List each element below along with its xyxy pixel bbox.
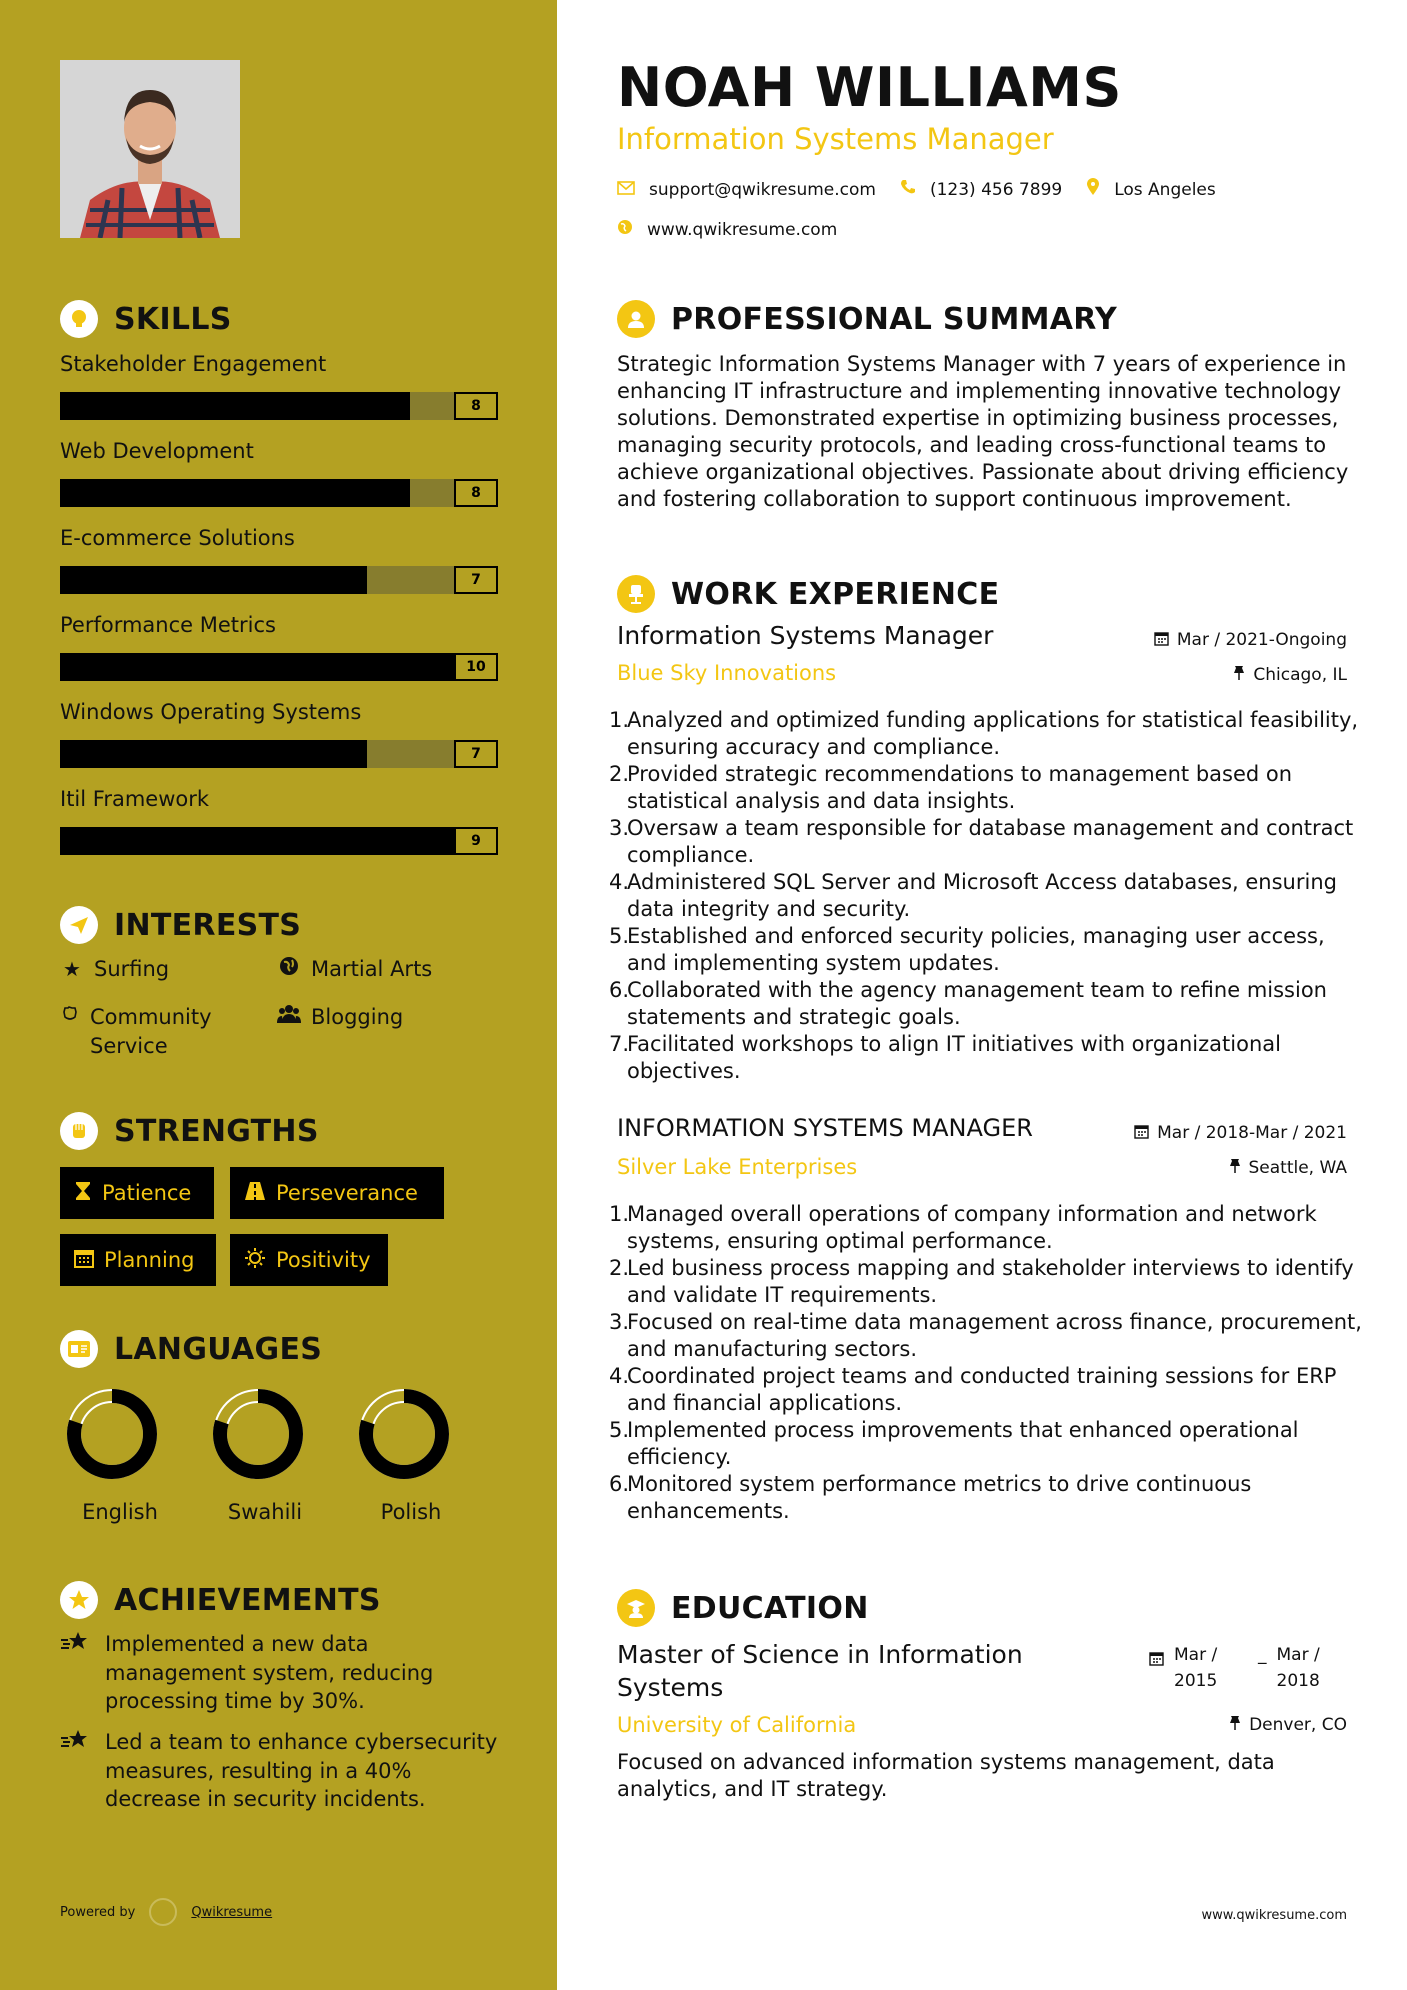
interest-item xyxy=(60,955,169,984)
globe-icon xyxy=(617,219,633,240)
job-dates: Mar / 2018-Mar / 2021 xyxy=(1134,1123,1347,1143)
skill-bar-fill xyxy=(60,392,410,420)
experience-title: WORK EXPERIENCE xyxy=(671,576,1000,612)
globe-icon xyxy=(277,955,301,984)
education-heading xyxy=(617,1589,869,1627)
interest-label: Blogging xyxy=(311,1005,404,1029)
contact-row xyxy=(617,178,1216,201)
website[interactable]: www.qwikresume.com xyxy=(647,219,838,240)
phone[interactable]: (123) 456 7899 xyxy=(929,179,1063,200)
skill-bar xyxy=(60,479,498,507)
email[interactable]: support@qwikresume.com xyxy=(649,179,876,200)
language-ring xyxy=(358,1388,450,1480)
duty-item: 1. Managed overall operations of company information and network systems, ensuring optimal performance. xyxy=(609,1202,1317,1253)
degree: Master of Science in Information Systems xyxy=(617,1640,1023,1702)
strength-label: Patience xyxy=(102,1181,192,1205)
shooting-star-icon xyxy=(60,1728,93,1814)
powered-by xyxy=(60,1898,272,1926)
skill-bar-fill xyxy=(60,740,367,768)
duty-item: 5. Established and enforced security policies, managing user access, and implementing system updates. xyxy=(609,924,1325,975)
skill-bar xyxy=(60,827,498,855)
duty-item: 3. Focused on real-time data management across finance, procurement, and manufacturing sectors. xyxy=(609,1310,1362,1361)
strength-label: Positivity xyxy=(276,1248,371,1272)
skill-name: E-commerce Solutions xyxy=(60,526,295,550)
skill-bar xyxy=(60,653,498,681)
calendar-icon xyxy=(1154,631,1169,650)
interest-item xyxy=(277,1003,403,1032)
duty-item: 6. Monitored system performance metrics to drive continuous enhancements. xyxy=(609,1472,1252,1523)
candidate-name: NOAH WILLIAMS xyxy=(617,56,1122,119)
strength-label: Perseverance xyxy=(276,1181,418,1205)
qwikresume-link[interactable]: Qwikresume xyxy=(191,1904,273,1920)
interest-item xyxy=(277,955,432,984)
interest-label: Surfing xyxy=(94,957,170,981)
map-pin-icon xyxy=(1086,178,1100,201)
candidate-role: Information Systems Manager xyxy=(617,122,1054,156)
hand-icon xyxy=(60,1003,80,1032)
user-icon xyxy=(617,300,655,338)
job-title: INFORMATION SYSTEMS MANAGER xyxy=(617,1114,1033,1142)
sidebar xyxy=(0,0,557,1990)
skill-name: Windows Operating Systems xyxy=(60,700,362,724)
skill-bar-fill xyxy=(60,479,410,507)
achievement-item xyxy=(60,1728,500,1814)
language-card-icon xyxy=(60,1330,98,1368)
strengths-title: STRENGTHS xyxy=(114,1113,319,1149)
skill-bar xyxy=(60,566,498,594)
company-name: Silver Lake Enterprises xyxy=(617,1155,858,1179)
paper-plane-icon xyxy=(60,906,98,944)
lightbulb-icon xyxy=(60,300,98,338)
language-name: Polish xyxy=(380,1500,442,1524)
achievement-text: Implemented a new data management system, reducing processing time by 30%. xyxy=(105,1632,434,1713)
location: Los Angeles xyxy=(1114,179,1216,200)
duty-item: 4. Administered SQL Server and Microsoft Access databases, ensuring data integrity and security. xyxy=(609,870,1337,921)
language-name: Swahili xyxy=(227,1500,303,1524)
school-name: University of California xyxy=(617,1713,857,1737)
duty-item: 4. Coordinated project teams and conducted training sessions for ERP and financial applications. xyxy=(609,1364,1337,1415)
strength-chip xyxy=(60,1234,216,1286)
pushpin-icon xyxy=(1229,1158,1241,1178)
footer-url[interactable]: www.qwikresume.com xyxy=(1201,1908,1347,1923)
website-row xyxy=(617,219,837,240)
interests-heading xyxy=(60,906,301,944)
job-location: Seattle, WA xyxy=(1229,1158,1348,1178)
achievement-text: Led a team to enhance cybersecurity measures, resulting in a 40% decrease in security incidents. xyxy=(105,1730,498,1811)
achievements-heading xyxy=(60,1581,381,1619)
language-ring xyxy=(66,1388,158,1480)
interests-title: INTERESTS xyxy=(114,907,302,943)
users-icon xyxy=(277,1003,301,1032)
strengths-heading xyxy=(60,1112,319,1150)
pushpin-icon xyxy=(1229,1715,1241,1735)
calendar-icon xyxy=(74,1248,94,1273)
envelope-icon xyxy=(617,180,635,200)
languages-heading xyxy=(60,1330,322,1368)
graduate-icon xyxy=(617,1589,655,1627)
education-description: Focused on advanced information systems management, data analytics, and IT strategy. xyxy=(617,1750,1275,1801)
education-dates: Mar / 2015 _ Mar / 2018 xyxy=(1149,1642,1327,1694)
achievement-item xyxy=(60,1630,500,1716)
main-content xyxy=(557,0,1407,1990)
duty-item: 3. Oversaw a team responsible for database management and contract compliance. xyxy=(609,816,1354,867)
skill-name: Web Development xyxy=(60,439,254,463)
skill-level-badge: 7 xyxy=(454,740,498,768)
skill-bar xyxy=(60,740,498,768)
job-location: Chicago, IL xyxy=(1233,665,1347,685)
profile-photo xyxy=(60,60,240,238)
skills-heading xyxy=(60,300,232,338)
duty-item: 5. Implemented process improvements that enhanced operational efficiency. xyxy=(609,1418,1299,1469)
duty-item: 2. Led business process mapping and stakeholder interviews to identify and validate IT requirements. xyxy=(609,1256,1354,1307)
skill-level-badge: 8 xyxy=(454,392,498,420)
skill-bar-fill xyxy=(60,566,367,594)
duty-item: 2. Provided strategic recommendations to management based on statistical analysis and data insights. xyxy=(609,762,1293,813)
education-location: Denver, CO xyxy=(1229,1715,1347,1735)
skill-name: Itil Framework xyxy=(60,787,210,811)
strength-label: Planning xyxy=(104,1248,195,1272)
skill-level-badge: 9 xyxy=(454,827,498,855)
qwikresume-logo-icon xyxy=(149,1898,177,1926)
education-end: Mar / 2018 xyxy=(1276,1645,1320,1691)
star-badge-icon xyxy=(60,1581,98,1619)
strength-chip xyxy=(230,1234,388,1286)
interest-label: Martial Arts xyxy=(311,957,433,981)
office-chair-icon xyxy=(617,575,655,613)
skill-bar-fill xyxy=(60,827,454,855)
calendar-icon xyxy=(1149,1648,1164,1674)
interest-item xyxy=(60,1003,260,1061)
languages-title: LANGUAGES xyxy=(114,1331,323,1367)
powered-by-label: Powered by xyxy=(60,1904,136,1920)
skill-level-badge: 10 xyxy=(454,653,498,681)
skill-bar xyxy=(60,392,498,420)
company-name: Blue Sky Innovations xyxy=(617,661,837,685)
interest-label: Community Service xyxy=(90,1005,212,1058)
phone-icon xyxy=(900,179,916,200)
experience-heading xyxy=(617,575,999,613)
job-dates: Mar / 2021-Ongoing xyxy=(1154,630,1347,650)
pushpin-icon xyxy=(1233,665,1245,685)
skill-level-badge: 7 xyxy=(454,566,498,594)
calendar-icon xyxy=(1134,1124,1149,1143)
strength-chip xyxy=(60,1167,214,1219)
skill-bar-fill xyxy=(60,653,498,681)
skill-name: Performance Metrics xyxy=(60,613,276,637)
language-name: English xyxy=(82,1500,158,1524)
duties-list xyxy=(609,1201,1369,1525)
duty-item: 1. Analyzed and optimized funding applications for statistical feasibility, ensuring accuracy and compliance. xyxy=(609,708,1359,759)
education-title: EDUCATION xyxy=(671,1590,869,1626)
summary-heading xyxy=(617,300,1117,338)
skill-level-badge: 8 xyxy=(454,479,498,507)
road-icon xyxy=(244,1181,266,1206)
duty-item: 7. Facilitated workshops to align IT initiatives with organizational objectives. xyxy=(609,1032,1281,1083)
skills-title: SKILLS xyxy=(114,301,232,337)
shooting-star-icon xyxy=(60,1630,93,1716)
summary-text: Strategic Information Systems Manager with 7 years of experience in enhancing IT infrastructure and implementing innovative technology solutions. Demonstrated expertise in optimizing business processes, managing security protocols, and leading cross-functional teams to achieve organizational objectives. Passionate about driving efficiency and fostering collaboration to support continuous improvement. xyxy=(617,352,1349,511)
sun-icon xyxy=(244,1247,266,1274)
language-ring xyxy=(212,1388,304,1480)
strength-chip xyxy=(230,1167,444,1219)
summary-title: PROFESSIONAL SUMMARY xyxy=(671,301,1118,337)
skill-name: Stakeholder Engagement xyxy=(60,352,327,376)
duties-list xyxy=(609,707,1369,1085)
fist-icon xyxy=(60,1112,98,1150)
achievements-title: ACHIEVEMENTS xyxy=(114,1582,381,1618)
duty-item: 6. Collaborated with the agency management team to refine mission statements and strategic goals. xyxy=(609,978,1327,1029)
education-start: Mar / 2015 xyxy=(1174,1645,1218,1691)
job-title: Information Systems Manager xyxy=(617,621,994,650)
star-icon: ★ xyxy=(63,957,81,981)
hourglass-icon xyxy=(74,1181,92,1206)
